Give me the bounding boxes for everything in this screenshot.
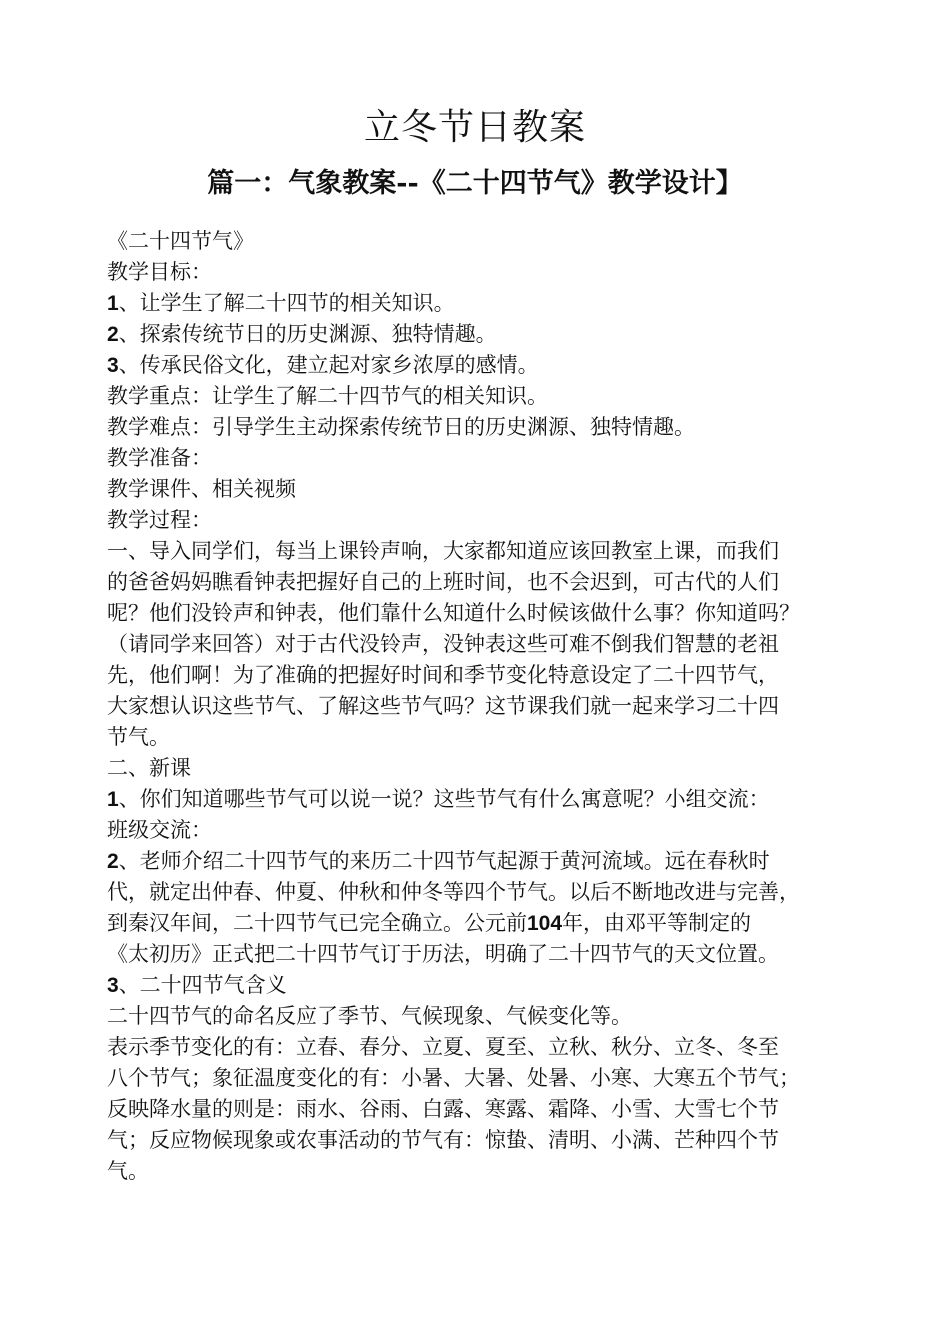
body-line: 节气。 [107, 725, 170, 749]
body-line: 先，他们啊！为了准确的把握好时间和季节变化特意设定了二十四节气， [107, 663, 779, 687]
body-line: （请同学来回答）对于古代没铃声，没钟表这些可难不倒我们智慧的老祖 [107, 632, 779, 656]
body-line: 2、探索传统节日的历史渊源、独特情趣。 [107, 322, 497, 346]
document-body [107, 226, 857, 1187]
body-line: 班级交流： [107, 818, 212, 842]
body-line: 一、导入同学们，每当上课铃声响，大家都知道应该回教室上课，而我们 [107, 539, 779, 563]
body-line: 代，就定出仲春、仲夏、仲秋和仲冬等四个节气。以后不断地改进与完善， [107, 880, 800, 904]
body-line: 教学准备： [107, 446, 212, 470]
body-line: 《二十四节气》 [107, 229, 254, 253]
body-line: 大家想认识这些节气、了解这些节气吗？这节课我们就一起来学习二十四 [107, 694, 779, 718]
body-line: 教学课件、相关视频 [107, 477, 296, 501]
body-line: 二十四节气的命名反应了季节、气候现象、气候变化等。 [107, 1004, 632, 1028]
body-line: 教学过程： [107, 508, 212, 532]
body-line: 1、让学生了解二十四节的相关知识。 [107, 291, 455, 315]
body-line: 1、你们知道哪些节气可以说一说？这些节气有什么寓意呢？小组交流： [107, 787, 770, 811]
body-line: 《太初历》正式把二十四节气订于历法，明确了二十四节气的天文位置。 [107, 942, 779, 966]
document-title: 立冬节日教案 [363, 107, 586, 148]
body-line: 表示季节变化的有：立春、春分、立夏、夏至、立秋、秋分、立冬、冬至 [107, 1035, 779, 1059]
body-line: 气。 [107, 1159, 149, 1183]
document-subtitle: 篇一：气象教案--《二十四节气》教学设计】 [207, 168, 743, 199]
body-line: 教学重点：让学生了解二十四节气的相关知识。 [107, 384, 548, 408]
body-line: 3、传承民俗文化，建立起对家乡浓厚的感情。 [107, 353, 539, 377]
body-line: 反映降水量的则是：雨水、谷雨、白露、寒露、霜降、小雪、大雪七个节 [107, 1097, 779, 1121]
body-line: 二、新课 [107, 756, 191, 780]
body-line: 的爸爸妈妈瞧看钟表把握好自己的上班时间，也不会迟到，可古代的人们 [107, 570, 779, 594]
body-line: 呢？他们没铃声和钟表，他们靠什么知道什么时候该做什么事？你知道吗？ [107, 601, 800, 625]
body-line: 教学难点：引导学生主动探索传统节日的历史渊源、独特情趣。 [107, 415, 695, 439]
body-line: 到秦汉年间，二十四节气已完全确立。公元前104年，由邓平等制定的 [107, 911, 752, 935]
body-line: 2、老师介绍二十四节气的来历二十四节气起源于黄河流域。远在春秋时 [107, 849, 770, 873]
body-line: 气；反应物候现象或农事活动的节气有：惊蛰、清明、小满、芒种四个节 [107, 1128, 779, 1152]
body-line: 教学目标： [107, 260, 212, 284]
body-line: 八个节气；象征温度变化的有：小暑、大暑、处暑、小寒、大寒五个节气； [107, 1066, 800, 1090]
body-line: 3、二十四节气含义 [107, 973, 287, 997]
